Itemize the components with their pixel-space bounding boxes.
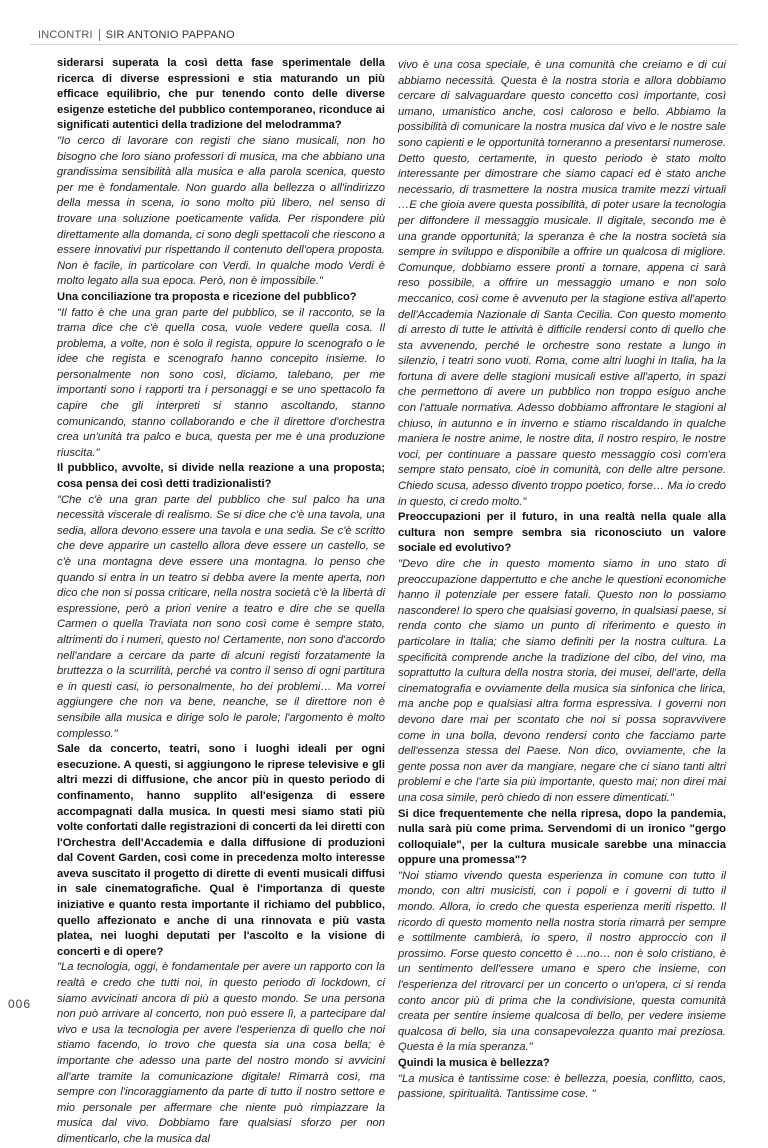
running-header [38,29,235,41]
page-number: 006 [8,997,32,1011]
interview-answer: "Devo dire che in questo momento siamo in uno stato di preoccupazione dappertutto e che anche le questioni economiche hanno il potenziale per essere fatali. Questo non lo possiamo nascondere! Io spero che qualsiasi governo, in qualsiasi paese, si renda conto che siamo un punto di riferimento e questo in particolare in Italia; che siamo definiti per la nostra cultura. La specificità comprende anche la tradizione del cibo, del vino, ma soprattutto la cultura della nostra storia, dei musei, dell'arte, della cinematografia e ovviamente della musica sia sinfonica che lirica, ma anche pop e qualsiasi altra forma espressiva. I governi non devono dare mai per scontato che noi si possa sopravvivere come in una bolla, devono rendersi conto che facciamo parte dell'essenza stessa del Paese. Non dico, ovviamente, che la gente possa non aver da mangiare, negare che ci siano tanti altri problemi e che l'arte sia più importante, questo mai; non direi mai una cosa simile, però chiedo di non essere dimenticati." [398,558,726,804]
interview-question: Il pubblico, avvolte, si divide nella reazione a una proposta; cosa pensa dei così detti tradizionalisti? [57,462,385,491]
interview-answer: "Il fatto è che una gran parte del pubblico, se il racconto, se la trama dice che c'è quella cosa, vuole vedere quella cosa. Il problema, a volte, non è solo il regista, oppure lo scenografo o le idee che regista e scenografo hanno concepito insieme. Io personalmente non sono così, diciamo, talebano, per me importanti sono i rapporti tra i personaggi e se uno spettacolo fa capire che gli interpreti si stanno ascoltando, stanno comunicando, stanno collaborando e che il direttore d'orchestra crea un'unità tra palco e buca, questa per me è una produzione riuscita." [57,306,385,459]
interview-question: Sale da concerto, teatri, sono i luoghi ideali per ogni esecuzione. A questi, si aggiungono le riprese televisive e gli altri mezzi di diffusione, che ancor più in questo periodo di confinamento, hanno supplito all'esigenza di essere accompagnati dalla musica. In questi mesi siamo stati più volte confortati dalle registrazioni di concerti da lei diretti con l'Orchestra dell'Accademia e dalla diffusione di produzioni dal Covent Garden, così come in precedenza molto interesse aveva suscitato il progetto di dirette di eventi musicali diffusi in sale cinematografiche. Qual è l'importanza di queste iniziative e quanto resta importante il richiamo del pubblico, quello affezionato e anche di una rinnovata e più vasta platea, nei luoghi deputati per l'ascolto e la visione di concerti e di opere? [57,743,385,958]
interview-answer: "Che c'è una gran parte del pubblico che sul palco ha una necessità viscerale di realismo. Se si dice che c'è una tavola, una sedia, allora devono essere una tavola e una sedia. Se c'è scritto che deve apparire un castello allora deve essere un castello, se c'è una montagna deve essere una montagna. Io penso che quando si entra in un teatro si debba avere la mente aperta, non dico che non si possa criticare, nella nostra società c'è la libertà di espressione, però a priori venire a teatro e dire che se quella Carmen o quella Traviata non sono così come è sempre stato, altrimenti do i numeri, questo no! Certamente, non sono d'accordo nell'andare a cercare da parte di alcuni registi forzatamente la bruttezza o la scurrilità, perché va contro il senso di ogni partitura e in questi casi, io personalmente, ho dei problemi… Ma vorrei aggiungere che non va bene, neanche, se il direttore non è sensibile alla musica e dirige solo le parole; l'argomento è molto complesso." [57,493,385,740]
section-label: INCONTRI [38,29,93,41]
interview-answer: "Noi stiamo vivendo questa esperienza in comune con tutto il mondo, con altri musicisti, con i popoli e i governi di tutto il mondo. Allora, io credo che questa esperienza meriti rispetto. Il ricordo di questo momento nella nostra storia rimarrà per sempre e sottilmente cambierà, io spero, il nostro approccio con il prossimo. Forse questo concetto è …no… non è solo cristiano, è un sentimento dell'essere umano e spero che insieme, con l'esperienza del ritrovarci per un concerto o un'opera, ci si renda conto ancor più di prima che la condivisione, questa comunità creata per sentire insieme qualcosa di bello, per vedere insieme qualcosa di bello, sia una consapevolezza quanto mai preziosa. Questa è la mia speranza." [398,869,726,1054]
interview-question: Si dice frequentemente che nella ripresa, dopo la pandemia, nulla sarà più come prima. Servendomi di un ironico "gergo colloquiale", per la cultura musicale sarebbe una minaccia oppure una promessa"? [398,807,726,867]
interview-answer: "La tecnologia, oggi, è fondamentale per avere un rapporto con la realtà e credo che tutti noi, in questo periodo di lockdown, ci siamo avvicinati ancora di più a questo mondo. Se una persona non può arrivare al concerto, non può essere lì, a partecipare dal vivo e usa la tecnologia per avere l'esperienza di quello che noi stiamo facendo, io trovo che questa sia una cosa bella; è importante che adesso una parte del nostro mondo si avvicini all'arte tramite la comunicazione digitale! Rimarrà così, ma sempre con l'incoraggiamento da parte di tutto il nostro settore e mio personale per affermare che niente può rimpiazzare la musica dal vivo. Dobbiamo fare qualsiasi sforzo per non dimenticarlo, che la musica dal [57,961,385,1145]
interview-question: Una conciliazione tra proposta e ricezione del pubblico? [57,290,357,303]
interview-answer: vivo è una cosa speciale, è una comunità che creiamo e di cui abbiamo necessità. Questa è la nostra storia e allora dobbiamo cercare di salvaguardare questo concetto così importante, così umano, umanistico anche, così caloroso e bello. Abbiamo la possibilità di comunicare la nostra musica dal vivo e le nostre sale sono capienti e le opportunità torneranno a presentarsi numerose. Detto questo, certamente, in questo periodo è stato molto interessante per dimostrare che siamo capaci ed è stato anche necessario, di trasmettere la nostra musica tramite mezzi virtuali …E che gioia avere questa possibilità, di poter usare la tecnologia per diffondere il messaggio musicale. Il digitale, secondo me è una grande opportunità; la speranza è che la nostra società sia sempre in sviluppo e disponibile a offrire un qualcosa di migliore. Comunque, dobbiamo essere pronti a tornare, appena ci sarà reso possibile, a offrire un messaggio umano e non solo meccanico, così come è avvenuto per la stagione estiva all'aperto dell'Accademia Nazionale di Santa Cecilia. Con questo momento di arresto di tutte le attività è difficile rendersi conto di quello che sta avvenendo, perché le orchestre sono restate a lungo in silenzio, i teatri sono vuoti. Roma, come altri luoghi in Italia, ha la fortuna di avere delle stagioni musicali estive all'aperto, in spazi che permettono di avere un pubblico non troppo esiguo anche con l'attuale normativa. Adesso dobbiamo affrontare le stagioni al chiuso, in autunno e in inverno e stiamo riscaldando in qualche maniera le nostre anime, le nostre dita, il nostro respiro, le nostre voci, per continuare a passare questo messaggio così com'era sempre stato pensato, cioè in comunità, con delle altre persone. Chiedo scusa, adesso divento troppo poetico, forse… Ma io credo in questo, ci credo molto." [398,59,726,508]
left-column [57,56,385,1148]
interview-question: siderarsi superata la così detta fase sperimentale della ricerca di diverse espressioni e stia maturando un più efficace equilibrio, che pur tenendo conto delle diverse esigenze estetiche del pubblico contemporaneo, riconduce ai significati autentici della tradizione del melodramma? [57,57,385,132]
article-subject: SIR ANTONIO PAPPANO [105,29,235,41]
interview-answer: "La musica è tantissime cose: è bellezza, poesia, conflitto, caos, passione, spiritualità. Tantissime cose. " [398,1072,726,1101]
interview-question: Quindi la musica è bellezza? [398,1057,550,1069]
interview-question: Preoccupazioni per il futuro, in una realtà nella quale alla cultura non sempre sembra sia riconosciuto un valore sociale ed evolutivo? [398,511,726,555]
interview-answer: "Io cerco di lavorare con registi che siano musicali, non ho bisogno che loro siano professori di musica, ma che abbiano una grandissima sensibilità alla musica e alla parola scenica, questo per me è fondamentale. Non guardo alla bellezza o all'indirizzo della messa in scena, io sono molto più libero, nel senso di trovare una soluzione poeticamente valida. Per rispondere più direttamente alla domanda, ci sono degli spettacoli che riescono a essere innovativi pur rispettando il contenuto dell'opera proposta. Non è facile, in particolare con Verdi. In qualche modo Verdi è molto legato alla sua epoca. Però, non è impossibile." [57,134,385,288]
right-column [398,58,726,1103]
header-divider [99,29,100,41]
header-rule [30,44,738,45]
